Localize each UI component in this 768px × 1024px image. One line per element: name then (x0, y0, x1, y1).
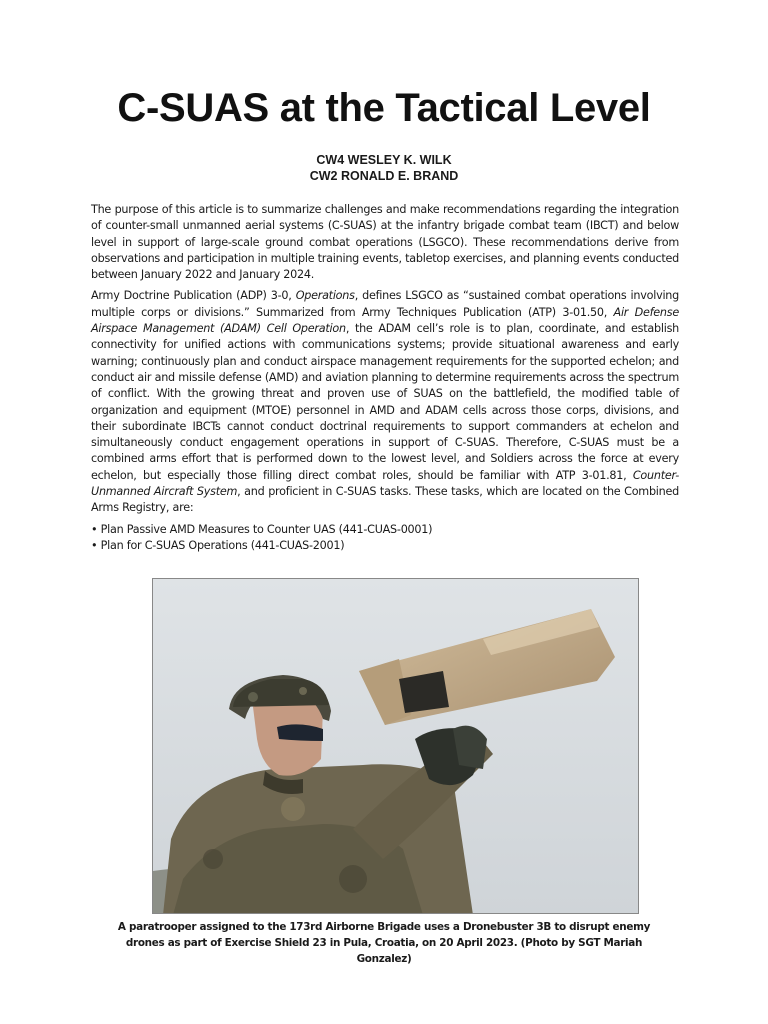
paragraph-intro: The purpose of this article is to summarize challenges and make recommendations regarding the integration of counter-small unmanned aerial systems (C-SUAS) at the infantry brigade combat team (IBCT) and below level in support of large-scale ground combat operations (LSGCO). These recommendations derive from observations and participation in multiple training events, tabletop exercises, and planning events conducted between January 2022 and January 2024. (91, 203, 679, 282)
publication-title: Air Defense Airspace Management (ADAM) Cell Operation (91, 305, 679, 336)
text-run: Army Doctrine Publication (ADP) 3-0, (91, 289, 296, 303)
publication-title: Counter-Unmanned Aircraft System (91, 468, 679, 499)
photo-caption: A paratrooper assigned to the 173rd Airborne Brigade uses a Dronebuster 3B to disrupt enemy drones as part of Exercise Shield 23 in Pula, Croatia, on 20 April 2023. (Photo by SGT Mariah Gonzalez) (117, 921, 651, 965)
author-name: CW2 RONALD E. BRAND (309, 169, 459, 183)
text-run: , and proficient in C-SUAS tasks. These tasks, which are located on the Combined Arms Registry, are: (91, 485, 679, 515)
article-photo (152, 578, 639, 914)
task-list (91, 522, 679, 555)
text-run: , the ADAM cell’s role is to plan, coordinate, and establish connectivity for unified actions with communications systems; provide situational awareness and early warning; continuously plan and conduct airspace management requirements for the supported echelon; and conduct air and missile defense (AMD) and aviation planning to determine requirements across the spectrum of conflict. With the growing threat and proven use of SUAS on the battlefield, the modified table of organization and equipment (MTOE) personnel in AMD and ADAM cells across those corps, divisions, and their subordinate IBCTs cannot conduct doctrinal requirements to support commanders at echelon and simultaneously conduct engagement operations in support of C-SUAS. Therefore, C-SUAS must be a combined arms effort that is performed down to the lowest level, and Soldiers across the force at every echelon, but especially those filling direct combat roles, should be familiar with ATP 3-01.81, (91, 322, 679, 482)
photo-illustration (153, 579, 639, 914)
task-list-item: • Plan Passive AMD Measures to Counter UAS (441-CUAS-0001) (91, 522, 679, 538)
article-title: C-SUAS at the Tactical Level (117, 86, 651, 130)
paragraph-doctrine (91, 288, 679, 516)
author-name: CW4 WESLEY K. WILK (316, 153, 452, 167)
publication-title: Operations (295, 289, 355, 303)
text-run: , defines LSGCO as “sustained combat operations involving multiple corps or divisions.” Summarized from Army Techniques Publication (ATP) 3-01.50, (91, 289, 679, 319)
article-body (91, 202, 679, 554)
author-block (0, 152, 768, 184)
task-list-item: • Plan for C-SUAS Operations (441-CUAS-2001) (91, 538, 679, 554)
